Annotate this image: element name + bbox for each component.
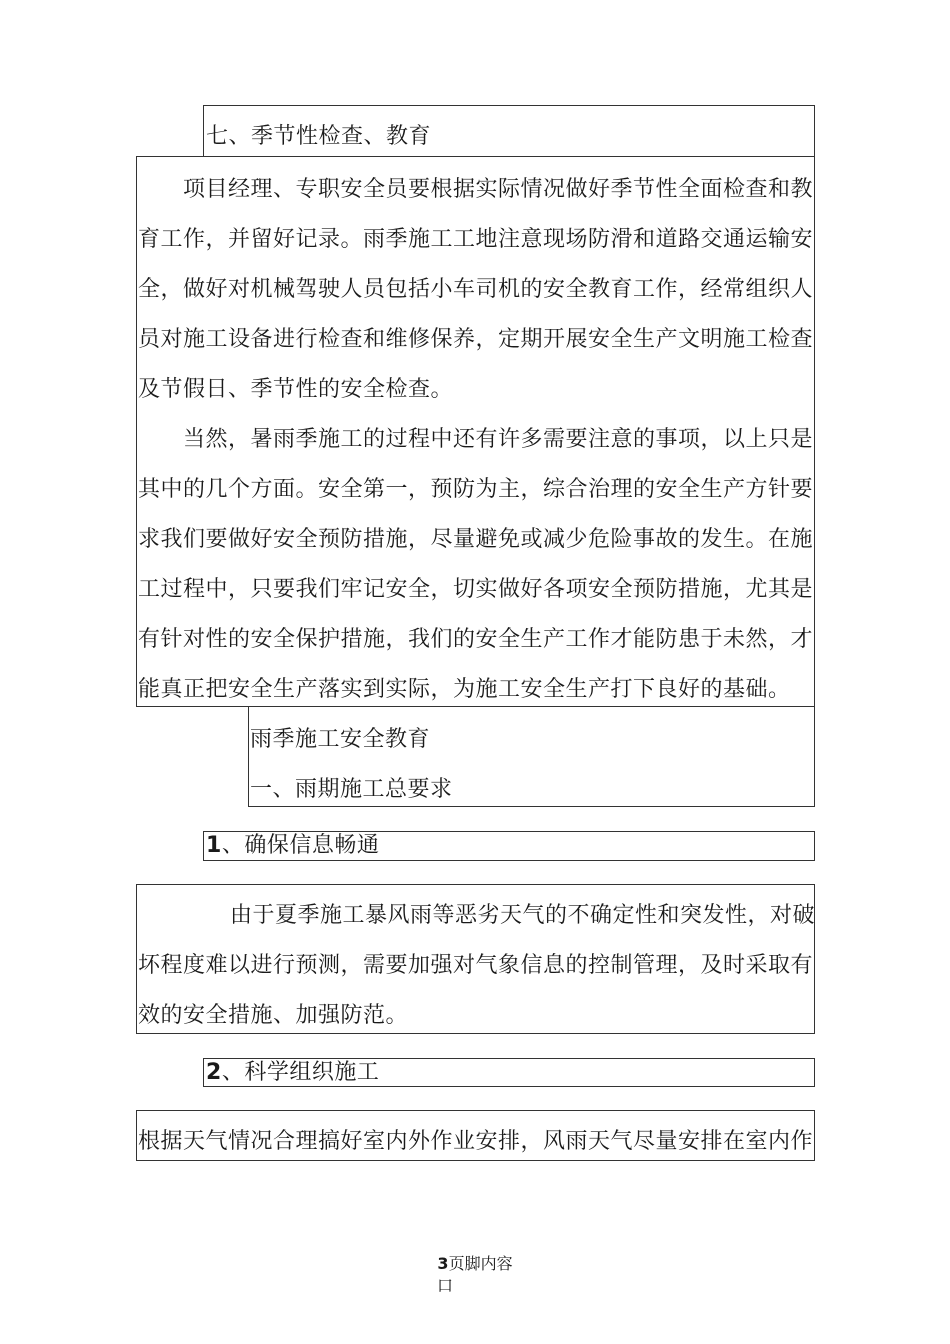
para2-line-6: 能真正把安全生产落实到实际，为施工安全生产打下良好的基础。 [138, 677, 791, 702]
para1-line-5: 及节假日、季节性的安全检查。 [138, 377, 454, 402]
item2-number: 2 [206, 1060, 222, 1085]
item2-heading-text: 、科学组织施工 [221, 1060, 380, 1085]
para2-line-4: 工过程中，只要我们牢记安全，切实做好各项安全预防措施，尤其是 [138, 577, 814, 602]
item2-body-box [136, 1110, 815, 1161]
item2-para-line-1: 根据天气情况合理搞好室内外作业安排，风雨天气尽量安排在室内作 [138, 1129, 814, 1154]
section7-heading: 七、季节性检查、教育 [206, 124, 432, 149]
section7-heading-box [203, 105, 815, 157]
footer-label: 页脚内容 [448, 1254, 513, 1273]
item1-para-line-2: 坏程度难以进行预测，需要加强对气象信息的控制管理，及时采取有 [138, 953, 814, 978]
item1-heading [206, 821, 379, 871]
rain-section-box [248, 706, 815, 807]
para1-line-4: 员对施工设备进行检查和维修保养，定期开展安全生产文明施工检查 [138, 327, 814, 352]
item1-para-line-1: 由于夏季施工暴风雨等恶劣天气的不确定性和突发性，对破 [230, 903, 816, 928]
item1-heading-text: 、确保信息畅通 [221, 833, 380, 858]
para2-line-5: 有针对性的安全保护措施，我们的安全生产工作才能防患于未然，才 [138, 627, 814, 652]
para2-line-3: 求我们要做好安全预防措施，尽量避免或减少危险事故的发生。在施 [138, 527, 814, 552]
item1-heading-box [203, 831, 815, 861]
para1-line-3: 全，做好对机械驾驶人员包括小车司机的安全教育工作，经常组织人 [138, 277, 814, 302]
section7-body-box [136, 156, 815, 707]
para2-line-2: 其中的几个方面。安全第一，预防为主，综合治理的安全生产方针要 [138, 477, 814, 502]
rain-section-subtitle: 一、雨期施工总要求 [250, 777, 453, 802]
item1-number: 1 [206, 833, 222, 858]
item2-heading-box [203, 1058, 815, 1087]
footer-line-2: 口 [436, 1276, 453, 1295]
item1-para-line-3: 效的安全措施、加强防范。 [138, 1003, 409, 1028]
page-number: 3 [437, 1254, 449, 1273]
item1-body-box [136, 884, 815, 1034]
item2-heading [206, 1048, 379, 1098]
rain-section-title: 雨季施工安全教育 [250, 727, 431, 752]
page-footer [0, 1251, 950, 1274]
para1-line-1: 项目经理、专职安全员要根据实际情况做好季节性全面检查和教 [183, 177, 814, 202]
para1-line-2: 育工作，并留好记录。雨季施工工地注意现场防滑和道路交通运输安 [138, 227, 814, 252]
para2-line-1: 当然，暑雨季施工的过程中还有许多需要注意的事项，以上只是 [183, 427, 814, 452]
